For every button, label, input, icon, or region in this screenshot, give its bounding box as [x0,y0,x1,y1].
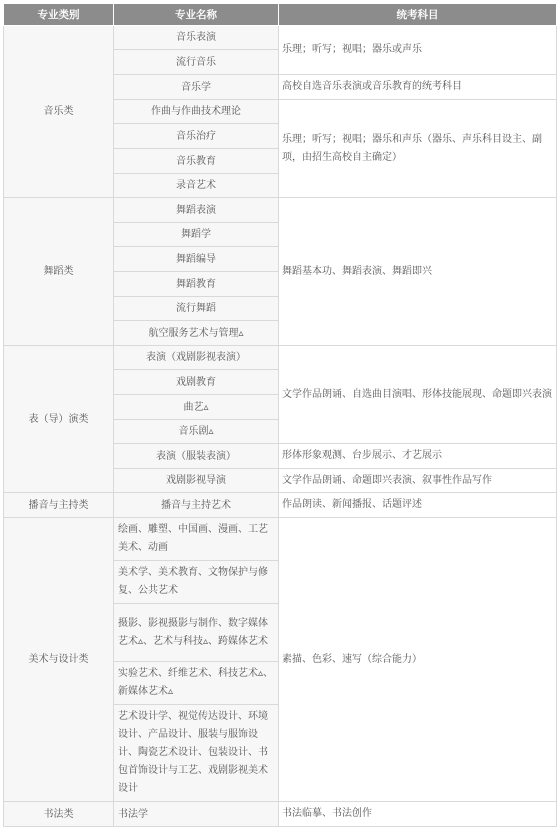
major-cell: 流行音乐 [114,50,279,75]
major-cell: 录音艺术 [114,174,279,198]
exam-cell: 乐理；听写；视唱；器乐或声乐 [279,26,557,75]
category-music: 音乐类 [4,26,114,198]
category-art-design: 美术与设计类 [4,518,114,802]
exam-cell: 高校自选音乐表演或音乐教育的统考科目 [279,75,557,100]
major-cell: 作曲与作曲技术理论 [114,100,279,124]
major-cell: 舞蹈学 [114,223,279,247]
exam-cell: 文学作品朗诵、命题即兴表演、叙事性作品写作 [279,469,557,493]
exam-cell: 文学作品朗诵、自选曲目演唱、形体技能展现、命题即兴表演 [279,346,557,444]
category-broadcast: 播音与主持类 [4,493,114,518]
major-cell: 实验艺术、纤维艺术、科技艺术▵、新媒体艺术▵ [114,662,279,705]
major-cell: 戏剧影视导演 [114,469,279,493]
header-major: 专业名称 [114,4,279,26]
table-row [4,346,557,370]
major-cell: 音乐学 [114,75,279,100]
major-cell: 美术学、美术教育、文物保护与修复、公共艺术 [114,561,279,604]
major-cell: 艺术设计学、视觉传达设计、环境设计、产品设计、服装与服饰设计、陶瓷艺术设计、包装设计、书包首饰设计与工艺、戏剧影视美术设计 [114,705,279,802]
category-dance: 舞蹈类 [4,198,114,346]
major-cell: 舞蹈表演 [114,198,279,223]
major-cell: 舞蹈教育 [114,272,279,297]
major-cell: 摄影、影视摄影与制作、数字媒体艺术▵、艺术与科技▵、跨媒体艺术 [114,604,279,662]
category-calligraphy: 书法类 [4,802,114,827]
major-cell: 播音与主持艺术 [114,493,279,518]
exam-cell: 形体形象观测、台步展示、才艺展示 [279,444,557,469]
major-cell: 绘画、雕塑、中国画、漫画、工艺美术、动画 [114,518,279,561]
major-cell: 表演（戏剧影视表演） [114,346,279,370]
table-row [4,198,557,223]
major-cell: 书法学 [114,802,279,827]
table-row [4,26,557,50]
major-cell: 音乐教育 [114,149,279,174]
table-header [4,4,557,26]
major-cell: 表演（服装表演） [114,444,279,469]
major-cell: 音乐表演 [114,26,279,50]
exam-cell: 舞蹈基本功、舞蹈表演、舞蹈即兴 [279,198,557,346]
table-row [4,493,557,518]
major-cell: 戏剧教育 [114,370,279,395]
major-cell: 音乐治疗 [114,124,279,149]
major-cell: 舞蹈编导 [114,247,279,272]
exam-cell: 乐理；听写；视唱；器乐和声乐（器乐、声乐科目设主、副项，由招生高校自主确定） [279,100,557,198]
header-exam: 统考科目 [279,4,557,26]
table-row [4,518,557,561]
exam-subjects-table [3,3,557,827]
major-cell: 曲艺▵ [114,395,279,420]
major-cell: 流行舞蹈 [114,297,279,321]
exam-cell: 作品朗读、新闻播报、话题评述 [279,493,557,518]
header-row [4,4,557,26]
exam-cell: 书法临摹、书法创作 [279,802,557,827]
exam-cell: 素描、色彩、速写（综合能力） [279,518,557,802]
header-category: 专业类别 [4,4,114,26]
table-body [4,26,557,827]
major-cell: 航空服务艺术与管理▵ [114,321,279,346]
major-cell: 音乐剧▵ [114,420,279,444]
category-performance: 表（导）演类 [4,346,114,493]
